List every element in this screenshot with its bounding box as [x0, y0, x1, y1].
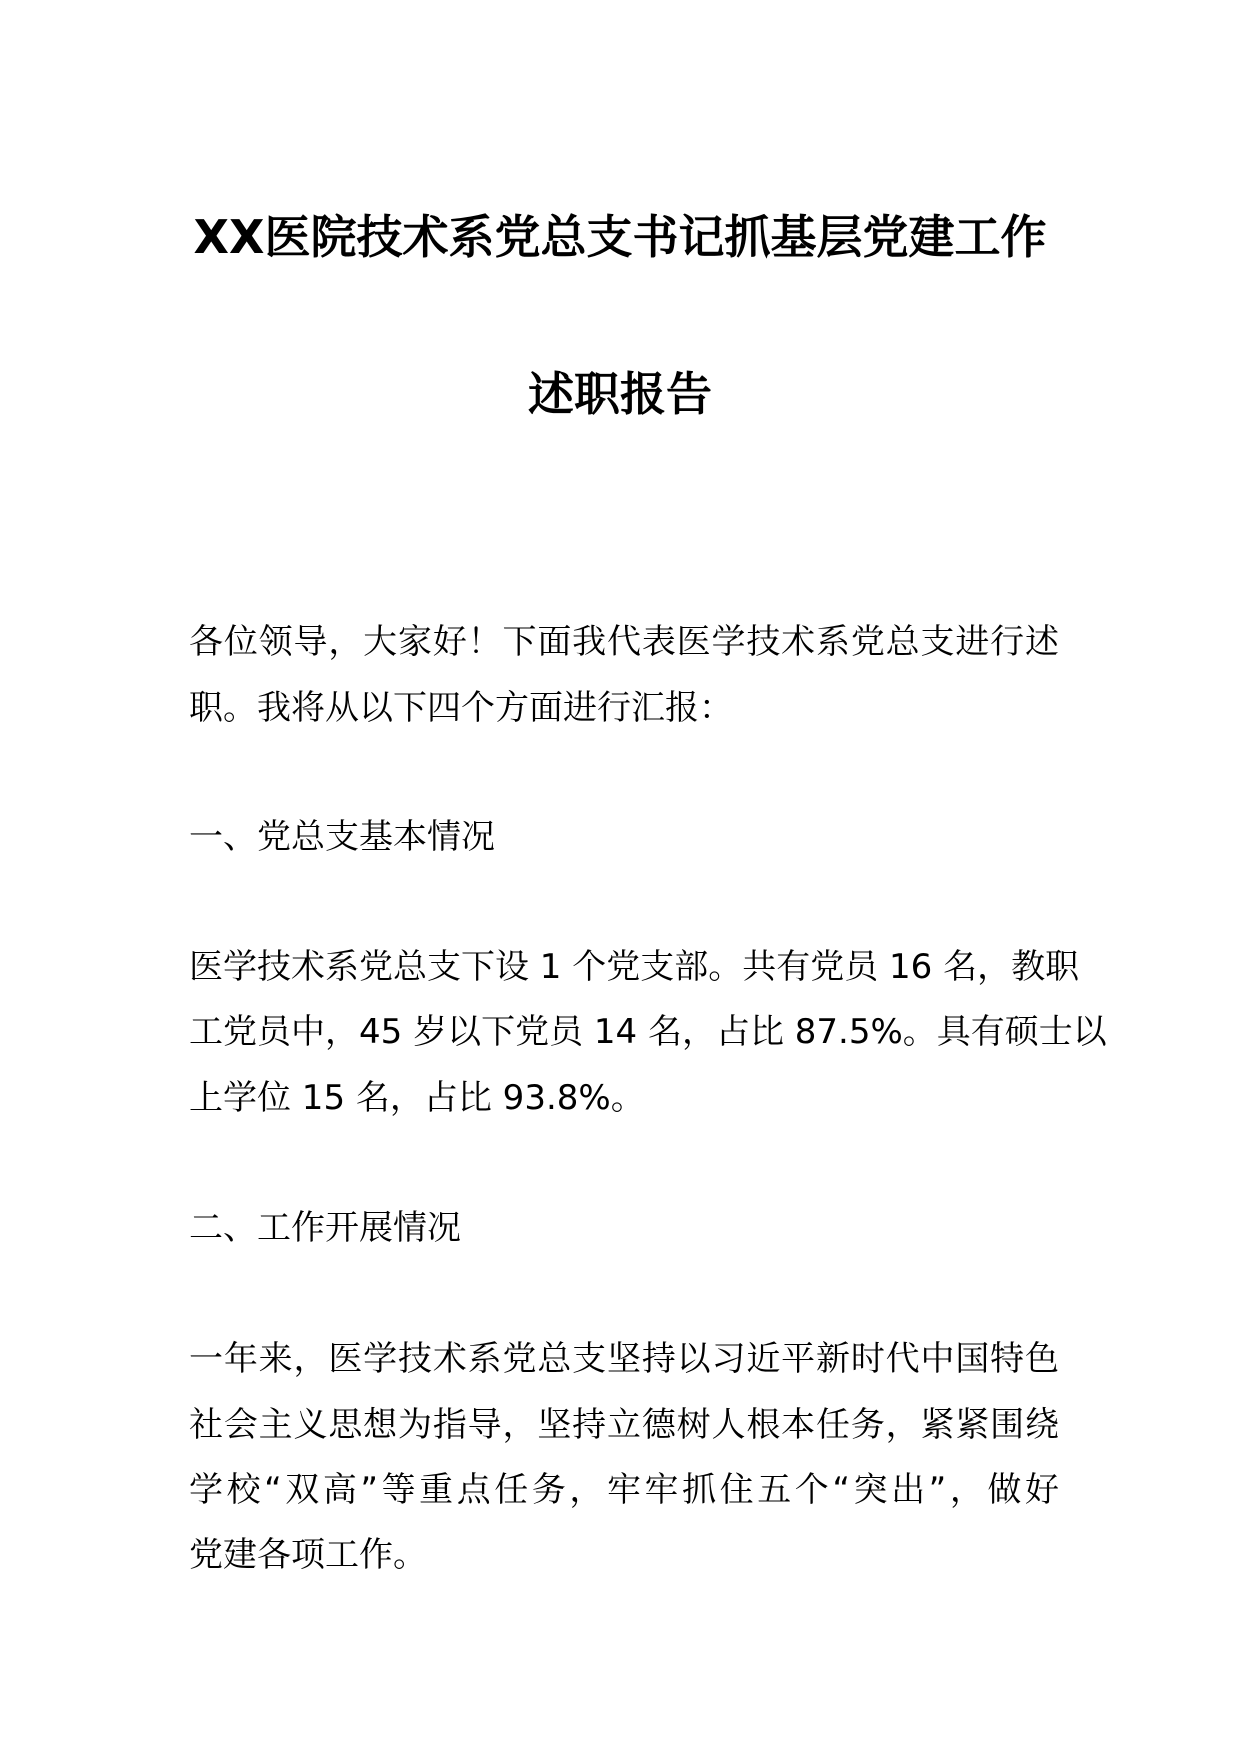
intro-line: 职。我将从以下四个方面进行汇报： — [189, 688, 733, 728]
section-1-body-line: 工党员中，45 岁以下党员 14 名，占比 87.5%。具有硕士以 — [189, 1012, 1107, 1052]
section-2-body-line: 党建各项工作。 — [189, 1535, 427, 1575]
section-1-body-line: 上学位 15 名，占比 93.8%。 — [189, 1078, 645, 1118]
document-title-line-2: 述职报告 — [528, 367, 712, 421]
section-2-body-line: 一年来，医学技术系党总支坚持以习近平新时代中国特色 — [189, 1339, 1059, 1379]
document-title-line-1: XX医院技术系党总支书记抓基层党建工作 — [193, 210, 1047, 264]
section-1-heading: 一、党总支基本情况 — [189, 817, 495, 857]
section-1-body-line: 医学技术系党总支下设 1 个党支部。共有党员 16 名，教职 — [189, 947, 1080, 987]
intro-line: 各位领导，大家好！下面我代表医学技术系党总支进行述 — [189, 622, 1059, 662]
section-2-heading: 二、工作开展情况 — [189, 1208, 461, 1248]
section-2-body-line: 社会主义思想为指导，坚持立德树人根本任务，紧紧围绕 — [189, 1405, 1059, 1445]
section-2-body-line: 学校“双高”等重点任务，牢牢抓住五个“突出”，做好 — [189, 1470, 1059, 1510]
